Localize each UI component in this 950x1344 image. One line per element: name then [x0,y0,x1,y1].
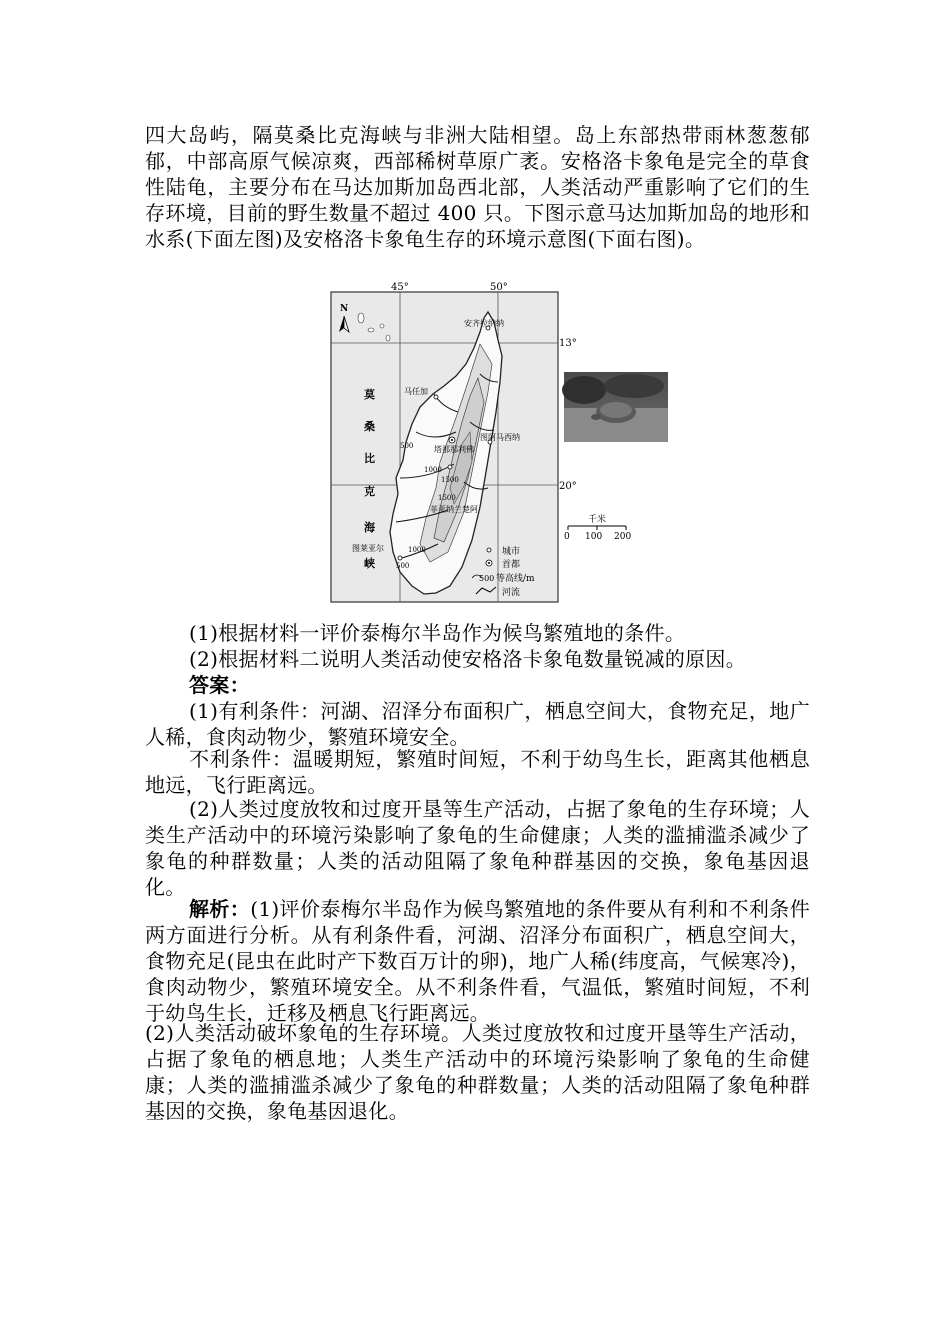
analysis-text-1: (1)评价泰梅尔半岛作为候鸟繁殖地的条件要从有利和不利条件两方面进行分析。从有利条件看，河湖、沼泽分布面积广，栖息空间大，食物充足(昆虫在此时产下数百万计的卵)，地广人稀(纬度高，气候寒冷)，食肉动物少，繁殖环境安全。从不利条件看，气温低，繁殖时间短，不利于幼鸟生长，迁移及栖息飞行距离远。 [145,897,810,1025]
answer-2: (2)人类过度放牧和过度开垦等生产活动，占据了象龟的生存环境；人类生产活动中的环境污染影响了象龟的生命健康；人类的滥捕滥杀减少了象龟的种群数量；人类的活动阻隔了象龟种群基因的交换，象龟基因退化。 [145,797,810,899]
svg-text:莫: 莫 [364,388,375,401]
capital-marker [449,437,455,443]
svg-text:桑: 桑 [364,420,375,433]
city-fianarantsoa-label: 菲亚纳兰楚阿 [430,505,478,514]
contour-label: 1000 [424,466,442,474]
city-antsiranana-label: 安齐拉纳纳 [464,319,504,328]
svg-text:海: 海 [364,521,375,534]
question-2: (2)根据材料二说明人类活动使安格洛卡象龟数量锐减的原因。 [189,647,747,671]
contour-label: 1000 [408,546,426,554]
scale-tick: 0 [564,532,570,542]
answer-1: (1)有利条件：河湖、沼泽分布面积广，栖息空间大，食物充足，地广人稀，食肉动物少，繁殖环境安全。 [145,699,810,749]
contour-label: 1500 [438,494,456,502]
legend-river-label: 河流 [502,588,521,598]
analysis-heading: 解析： [189,897,251,921]
contour-label: 500 [400,442,414,450]
legend-city-icon [487,548,491,552]
city-toliara-label: 图莱亚尔 [352,544,384,553]
lat-13-label: 13° [559,338,577,349]
city-toamasina-label: 图阿马西纳 [480,433,520,442]
contour-label: 500 [396,562,410,570]
lon-45-label: 45° [391,282,409,293]
lon-50-label: 50° [490,282,508,293]
svg-text:比: 比 [364,452,375,465]
legend-city-label: 城市 [502,547,521,557]
question-1: (1)根据材料一评价泰梅尔半岛作为候鸟繁殖地的条件。 [189,621,686,645]
north-label: N [340,304,349,314]
scale-unit-label: 千米 [588,515,607,525]
city-toliara-marker [398,556,402,560]
svg-text:克: 克 [364,485,375,498]
lat-20-label: 20° [559,481,577,492]
legend-capital-label: 首都 [502,560,521,570]
contour-label: 1500 [441,476,459,484]
scale-bar [560,512,650,542]
analysis-block [145,896,810,1026]
city-mahajanga-marker [434,395,438,399]
legend-contour-label: 等高线/m [496,574,535,584]
city-antananarivo-label: 塔那那利佛 [434,445,474,454]
legend-contour-value: 500 [479,574,495,583]
svg-text:峡: 峡 [364,557,375,570]
tortoise-habitat-photo [564,372,668,442]
answer-heading: 答案： [189,673,250,697]
answer-1b: 不利条件：温暖期短，繁殖时间短，不利于幼鸟生长，距离其他栖息地远，飞行距离远。 [145,747,810,797]
intro-paragraph: 四大岛屿，隔莫桑比克海峡与非洲大陆相望。岛上东部热带雨林葱葱郁郁，中部高原气候凉爽，西部稀树草原广袤。安格洛卡象龟是完全的草食性陆龟，主要分布在马达加斯加岛西北部，人类活动严重影响了它们的生存环境，目前的野生数量不超过 400 只。下图示意马达加斯加岛的地形和水系(下面左图)及安格洛卡象龟生存的环境示意图(下面右图)。 [145,123,810,251]
city-fianarantsoa-marker [448,465,452,469]
madagascar-map [330,282,577,604]
city-mahajanga-label: 马任加 [404,387,428,396]
scale-tick: 200 [614,532,632,542]
analysis-text-2: (2)人类活动破坏象龟的生存环境。人类过度放牧和过度开垦等生产活动，占据了象龟的栖息地；人类生产活动中的环境污染影响了象龟的生命健康；人类的滥捕滥杀减少了象龟的种群数量；人类的活动阻隔了象龟种群基因的交换，象龟基因退化。 [145,1021,810,1123]
scale-tick: 100 [585,532,603,542]
